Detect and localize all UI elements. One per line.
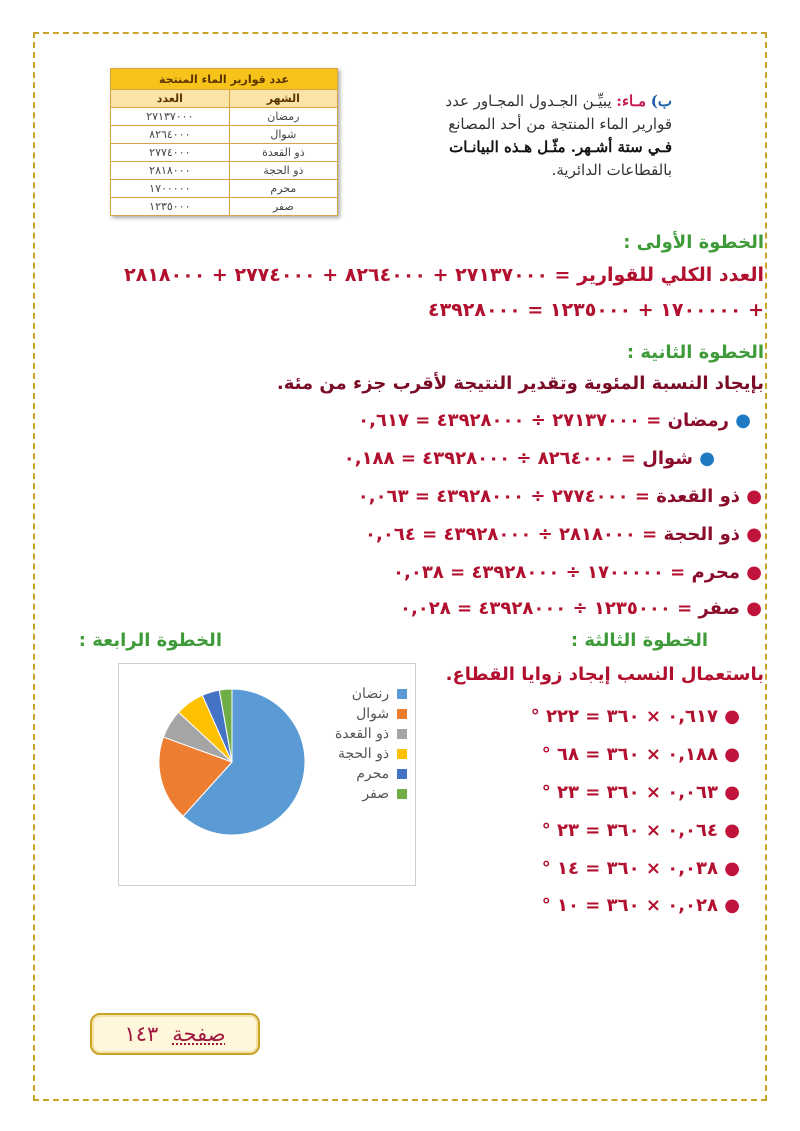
pie-chart: [118, 663, 416, 886]
intro-line-3: فـي ستة أشـهر. مثّـل هـذه البيانـات: [449, 138, 672, 156]
page-number: ١٤٣: [124, 1022, 159, 1046]
legend-label: ذو الحجة: [337, 746, 390, 762]
angle-expr: ٠,٠٣٨ × ٣٦٠ = ١٤ °: [541, 858, 719, 879]
step2-title: الخطوة الثانية :: [626, 342, 764, 363]
legend-swatch: [397, 729, 407, 739]
legend-swatch: [397, 749, 407, 759]
problem-letter: ب): [650, 92, 672, 110]
legend-swatch: [397, 709, 407, 719]
page-word: صفحة: [172, 1022, 226, 1046]
cell-count: ١٢٣٥٠٠٠: [111, 198, 230, 216]
header-month: الشهر: [229, 90, 337, 108]
ratio-label: رمضان: [667, 410, 730, 431]
cell-month: ذو الحجة: [229, 162, 337, 180]
header-count: العدد: [111, 90, 230, 108]
cell-month: صفر: [229, 198, 337, 216]
cell-month: ذو القعدة: [229, 144, 337, 162]
step1-title: الخطوة الأولى :: [623, 232, 764, 253]
legend-label: رنضان: [351, 686, 390, 702]
table-row: [111, 144, 338, 162]
legend-label: صفر: [362, 786, 390, 802]
legend-label: محرم: [356, 766, 390, 782]
page-number-box: [90, 1013, 260, 1055]
total-label: العدد الكلي للقوارير: [577, 264, 764, 286]
legend-swatch: [397, 689, 407, 699]
angle-expr: ٠,١٨٨ × ٣٦٠ = ٦٨ °: [541, 744, 719, 765]
ratio-item: ● رمضان = ٢٧١٣٧٠٠٠ ÷ ٤٣٩٢٨٠٠٠ = ٠,٦١٧: [358, 410, 751, 431]
intro-line-1: يبيِّـن الجـدول المجـاور عدد: [445, 92, 612, 110]
total-line-1: [124, 264, 764, 286]
ratio-label: شوال: [642, 448, 694, 469]
angle-expr: ٠,٦١٧ × ٣٦٠ = ٢٢٢ °: [530, 706, 719, 727]
table-row: [111, 198, 338, 216]
ratio-label: صفر: [698, 598, 741, 619]
legend-label: ذو القعدة: [335, 726, 390, 742]
legend-item: [335, 724, 407, 744]
ratio-expr: = ٢٨١٨٠٠٠ ÷ ٤٣٩٢٨٠٠٠ = ٠,٠٦٤: [365, 524, 658, 545]
total-expr-1: = ٢٧١٣٧٠٠٠ + ٨٢٦٤٠٠٠ + ٢٧٧٤٠٠٠ + ٢٨١٨٠٠٠: [124, 264, 571, 286]
ratio-expr: = ٢٧٧٤٠٠٠ ÷ ٤٣٩٢٨٠٠٠ = ٠,٠٦٣: [357, 486, 650, 507]
ratio-expr: = ١٧٠٠٠٠٠ ÷ ٤٣٩٢٨٠٠٠ = ٠,٠٣٨: [393, 562, 686, 583]
ratio-label: ذو الحجة: [663, 524, 741, 545]
chart-legend: [335, 684, 407, 804]
table-title: عدد قوارير الماء المنتجة: [111, 69, 338, 90]
cell-count: ٢٧٧٤٠٠٠: [111, 144, 230, 162]
cell-count: ٢٧١٣٧٠٠٠: [111, 108, 230, 126]
step4-title: الخطوة الرابعة :: [78, 630, 222, 651]
cell-month: شوال: [229, 126, 337, 144]
table-row: [111, 180, 338, 198]
legend-swatch: [397, 789, 407, 799]
legend-item: [335, 704, 407, 724]
angle-expr: ٠,٠٦٤ × ٣٦٠ = ٢٣ °: [541, 820, 719, 841]
cell-count: ١٧٠٠٠٠٠: [111, 180, 230, 198]
ratio-expr: = ١٢٣٥٠٠٠ ÷ ٤٣٩٢٨٠٠٠ = ٠,٠٢٨: [399, 598, 693, 619]
step2-instruction: بإيجاد النسبة المئوية وتقدير النتيجة لأقرب جزء من مئة.: [276, 373, 764, 394]
step3-instruction: باستعمال النسب إيجاد زوايا القطاع.: [445, 664, 764, 685]
table-row: [111, 162, 338, 180]
table-row: [111, 126, 338, 144]
problem-statement: [432, 90, 672, 182]
angle-item: ● ٠,٠٣٨ × ٣٦٠ = ١٤ °: [541, 858, 740, 879]
step3-title: الخطوة الثالثة :: [570, 630, 708, 651]
angle-item: ● ٠,٠٢٨ × ٣٦٠ = ١٠ °: [541, 895, 740, 916]
angle-item: ● ٠,٦١٧ × ٣٦٠ = ٢٢٢ °: [530, 706, 740, 727]
cell-month: رمضان: [229, 108, 337, 126]
angle-item: ● ٠,٠٦٤ × ٣٦٠ = ٢٣ °: [541, 820, 740, 841]
ratio-item: ● ذو الحجة = ٢٨١٨٠٠٠ ÷ ٤٣٩٢٨٠٠٠ = ٠,٠٦٤: [365, 524, 762, 545]
ratio-item: ● ذو القعدة = ٢٧٧٤٠٠٠ ÷ ٤٣٩٢٨٠٠٠ = ٠,٠٦٣: [357, 486, 762, 507]
ratio-item: ● شوال = ٨٢٦٤٠٠٠ ÷ ٤٣٩٢٨٠٠٠ = ٠,١٨٨: [343, 448, 715, 469]
ratio-label: ذو القعدة: [656, 486, 741, 507]
legend-item: [335, 684, 407, 704]
intro-line-2: قوارير الماء المنتجة من أحد المصانع: [448, 115, 672, 133]
angle-item: ● ٠,٠٦٣ × ٣٦٠ = ٢٣ °: [541, 782, 740, 803]
ratio-item: ● محرم = ١٧٠٠٠٠٠ ÷ ٤٣٩٢٨٠٠٠ = ٠,٠٣٨: [393, 562, 762, 583]
ratio-expr: = ٢٧١٣٧٠٠٠ ÷ ٤٣٩٢٨٠٠٠ = ٠,٦١٧: [358, 410, 662, 431]
angle-expr: ٠,٠٦٣ × ٣٦٠ = ٢٣ °: [541, 782, 719, 803]
cell-month: محرم: [229, 180, 337, 198]
table-row: [111, 108, 338, 126]
cell-count: ٢٨١٨٠٠٠: [111, 162, 230, 180]
angle-expr: ٠,٠٢٨ × ٣٦٠ = ١٠ °: [541, 895, 719, 916]
total-expr-2: + ١٧٠٠٠٠٠ + ١٢٣٥٠٠٠ = ٤٣٩٢٨٠٠٠: [427, 299, 764, 321]
angle-item: ● ٠,١٨٨ × ٣٦٠ = ٦٨ °: [541, 744, 740, 765]
legend-label: شوال: [356, 706, 390, 722]
ratio-item: ● صفر = ١٢٣٥٠٠٠ ÷ ٤٣٩٢٨٠٠٠ = ٠,٠٢٨: [399, 598, 762, 619]
intro-line-4: بالقطاعات الدائرية.: [551, 161, 672, 179]
legend-swatch: [397, 769, 407, 779]
data-table: [110, 68, 338, 216]
ratio-expr: = ٨٢٦٤٠٠٠ ÷ ٤٣٩٢٨٠٠٠ = ٠,١٨٨: [343, 448, 636, 469]
problem-keyword: مـاء:: [616, 92, 646, 110]
ratio-label: محرم: [691, 562, 741, 583]
legend-item: [335, 784, 407, 804]
cell-count: ٨٢٦٤٠٠٠: [111, 126, 230, 144]
legend-item: [335, 744, 407, 764]
legend-item: [335, 764, 407, 784]
